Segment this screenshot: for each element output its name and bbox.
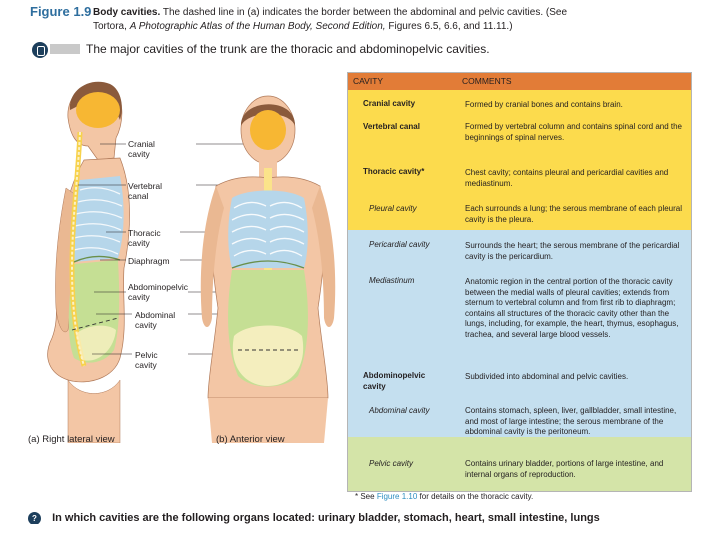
figure-label: Figure 1.9 (30, 4, 92, 19)
caption-line-2-suffix: Figures 6.5, 6.6, and 11.11.) (388, 21, 513, 32)
row-cavity-pelvic: Pelvic cavity (369, 459, 414, 468)
footnote-suffix: for details on the thoracic cavity. (419, 492, 534, 501)
label-cranial-cavity (128, 139, 155, 159)
label-cranial-line1: Cranial (128, 139, 155, 149)
footnote-figure-link[interactable]: Figure 1.10 (376, 492, 418, 501)
label-abdominal-line2: cavity (135, 320, 157, 330)
row-cavity-vertebral: Vertebral canal (363, 122, 420, 131)
row-cavity-cranial: Cranial cavity (363, 99, 416, 108)
key-icon (32, 42, 48, 58)
label-pelvic-line2: cavity (135, 360, 157, 370)
label-thoracic-line1: Thoracic (128, 228, 161, 238)
row-comment-abdominal: Contains stomach, spleen, liver, gallbladder, small intestine, and most of large intestine; the serous membrane of the abdominal cavity is the peritoneum. (465, 406, 677, 436)
anterior-body-figure (201, 96, 335, 443)
label-thoracic-cavity (128, 228, 161, 248)
row-cavity-pleural: Pleural cavity (369, 204, 417, 213)
caption-title: Body cavities. (93, 7, 161, 18)
label-vertebral-line1: Vertebral (128, 181, 163, 191)
label-abdominopelvic-cavity (128, 282, 188, 302)
label-cranial-line2: cavity (128, 149, 150, 159)
row-comment-pericardial: Surrounds the heart; the serous membrane of the pericardial cavity is the pericardium. (465, 241, 680, 261)
view-label-lateral: (a) Right lateral view (28, 434, 115, 445)
footnote-prefix: * See (355, 492, 375, 501)
row-cavity-abdominopelvic: Abdominopelvic cavity (363, 371, 426, 391)
caption-line-1: The dashed line in (a) indicates the border between the abdominal and pelvic cavities. (See (162, 7, 568, 18)
label-vertebral-line2: canal (128, 191, 149, 201)
key-ref-tab (50, 44, 80, 54)
label-abdominopelvic-line2: cavity (128, 292, 150, 302)
body-cavities-illustration (28, 68, 348, 443)
table-header (348, 73, 691, 90)
label-diaphragm-line1: Diaphragm (128, 256, 170, 266)
label-pelvic-line1: Pelvic (135, 350, 158, 360)
row-comment-mediastinum: Anatomic region in the central portion of the thoracic cavity between the medial walls of pleural cavities; extends from sternum to vertebral column and from first rib to diaphragm; contains all structures of the thoracic cavity other than the lungs, including, for example, the heart, thymus, esophagus, trachea, and several large blood vessels. (465, 277, 679, 339)
header-comments: COMMENTS (462, 76, 512, 86)
label-vertebral-canal (128, 181, 162, 201)
label-abdominal-line1: Abdominal (135, 310, 176, 320)
label-diaphragm (128, 256, 170, 266)
question-text: In which cavities are the following organs located: urinary bladder, stomach, heart, small intestine, lungs (52, 512, 600, 524)
caption-line-2 (93, 20, 613, 33)
row-comment-pleural: Each surrounds a lung; the serous membrane of each pleural cavity is the pleura. (465, 204, 683, 224)
cavities-table (347, 72, 692, 492)
view-label-anterior: (b) Anterior view (216, 434, 285, 445)
row-cavity-abdominal: Abdominal cavity (369, 406, 430, 415)
label-abdominopelvic-line1: Abdominopelvic (128, 282, 189, 292)
label-thoracic-line2: cavity (128, 238, 150, 248)
row-cavity-mediastinum: Mediastinum (369, 276, 415, 285)
row-comment-cranial: Formed by cranial bones and contains brain. (465, 100, 623, 109)
row-comment-abdominopelvic: Subdivided into abdominal and pelvic cavities. (465, 372, 629, 381)
label-pelvic-cavity (135, 350, 158, 370)
row-cavity-pericardial: Pericardial cavity (369, 240, 430, 249)
row-cavity-thoracic: Thoracic cavity* (363, 167, 425, 176)
label-abdominal-cavity (135, 310, 175, 330)
anatomy-figure (28, 68, 348, 443)
row-comment-vertebral: Formed by vertebral column and contains spinal cord and the beginnings of spinal nerves. (465, 122, 683, 142)
caption-line-2-prefix: Tortora, (93, 21, 127, 32)
header-cavity: CAVITY (353, 76, 384, 86)
row-comment-thoracic: Chest cavity; contains pleural and pericardial cavities and mediastinum. (465, 168, 669, 188)
key-concept-statement: The major cavities of the trunk are the thoracic and abdominopelvic cavities. (86, 42, 490, 56)
table-footnote (355, 492, 533, 501)
caption-book-title: A Photographic Atlas of the Human Body, Second Edition, (129, 21, 386, 32)
figure-caption (93, 6, 613, 33)
review-question (28, 512, 720, 524)
lateral-body-figure (48, 82, 130, 443)
question-badge-icon: ? (28, 512, 41, 524)
row-comment-pelvic: Contains urinary bladder, portions of large intestine, and internal organs of reproduction. (465, 459, 664, 479)
